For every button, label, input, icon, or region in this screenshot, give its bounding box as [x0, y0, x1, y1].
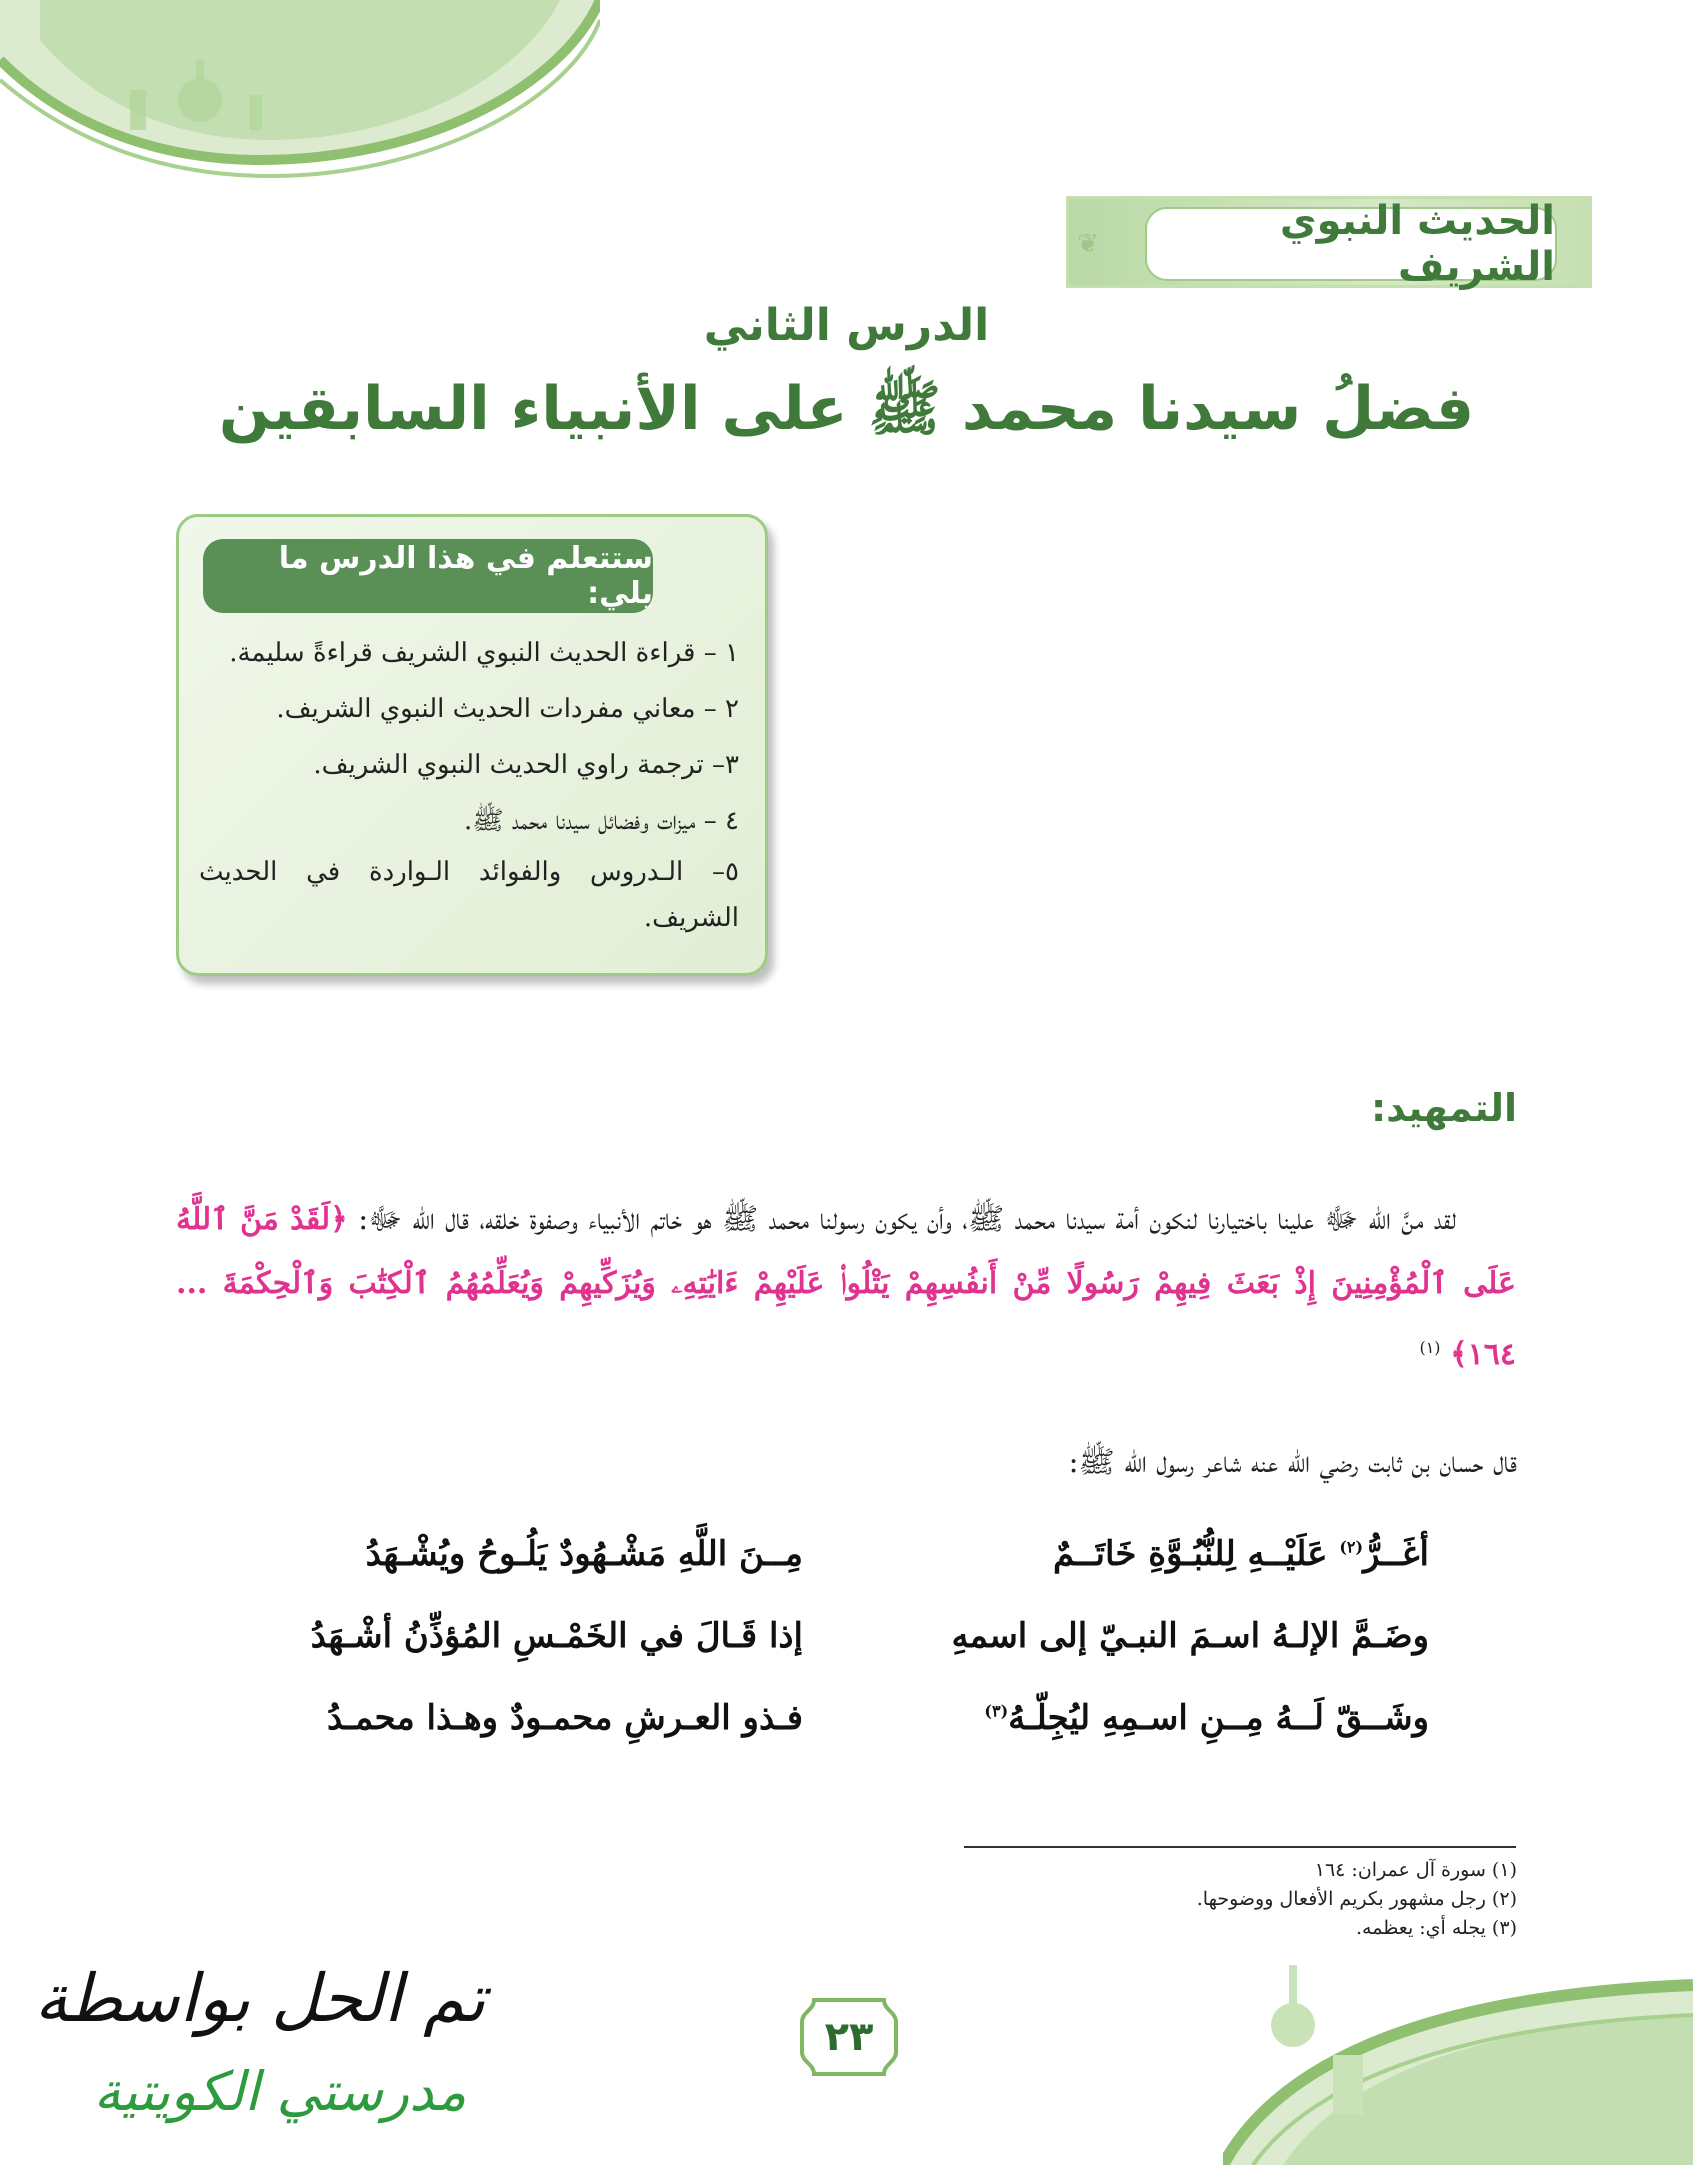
poem-hemistich-left: إذا قَـالَ في الخَمْـسِ المُؤذِّنُ أشْـهَدُ	[310, 1616, 803, 1656]
poem-text: أغَــرُّ	[1363, 1534, 1429, 1574]
stamp-line-2: مدرستي الكويتية	[93, 2060, 467, 2123]
handwritten-stamp	[30, 1960, 490, 2150]
objective-item: ٢ – معاني مفردات الحديث النبوي الشريف.	[276, 694, 739, 724]
decorative-bottom-arc	[1223, 1905, 1693, 2165]
footnote-ref: (١)	[1419, 1338, 1441, 1357]
page-number-badge	[800, 1998, 898, 2076]
footnote-divider	[964, 1846, 1516, 1848]
page-number: ٢٣	[824, 2014, 874, 2060]
footnote-ref: (٢)	[1339, 1537, 1364, 1557]
footnote-ref: (٣)	[984, 1701, 1009, 1721]
poem-text: وشَــقّ لَــهُ مِــنِ اسـمِهِ ليُجِلّـهُ	[1008, 1698, 1429, 1738]
objective-item: ٥– الـدروس والفوائد الـواردة في الحديث الشريف.	[199, 857, 739, 933]
objective-item: ٤ – ميزات وفضائل سيدنا محمد ﷺ.	[464, 806, 739, 836]
decorative-top-arc	[0, 0, 600, 180]
objective-item: ٣– ترجمة راوي الحديث النبوي الشريف.	[313, 750, 739, 780]
section-header-banner	[1066, 196, 1592, 288]
intro-heading: التمهيد:	[1370, 1086, 1517, 1130]
poem-hemistich-left: مِــنَ اللَّهِ مَشْـهُودٌ يَلُـوحُ ويُشْـهَدُ	[365, 1534, 803, 1574]
lesson-number: الدرس الثاني	[703, 300, 990, 351]
poem-hemistich-right	[984, 1698, 1429, 1738]
footnote: (١) سورة آل عمران: ١٦٤	[1314, 1859, 1517, 1881]
poem-hemistich-left: فـذو العـرشِ محمـودٌ وهـذا محمـدُ	[327, 1698, 803, 1738]
quran-verse: ﴿لَقَدْ مَنَّ ٱللَّهُ عَلَى ٱلْمُؤْمِنِينَ إِذْ بَعَثَ فِيهِمْ رَسُولًا مِّنْ أَنفُسِهِمْ يَتْلُوا۟ عَلَيْهِمْ ءَايَٰتِهِۦ وَيُزَكِّيهِمْ وَيُعَلِّمُهُمُ ٱلْكِتَٰبَ وَٱلْحِكْمَةَ ... ١٦٤﴾	[176, 1202, 1516, 1372]
section-title: الحديث النبوي الشريف	[1145, 207, 1557, 281]
intro-text: لقد منَّ الله ﷻ علينا باختيارنا لنكون أمة سيدنا محمد ﷺ، وأن يكون رسولنا محمد ﷺ هو خاتم الأنبياء وصفوة خلقه، قال الله ﷻ:	[347, 1202, 1457, 1237]
poem-hemistich-right: وضَـمَّ الإلـهُ اسـمَ النبـيّ إلى اسمهِ	[951, 1616, 1429, 1656]
poem-hemistich-right	[1053, 1534, 1429, 1574]
intro-paragraph	[176, 1188, 1516, 1387]
leaf-ornament-icon: ❦	[1077, 229, 1099, 259]
objective-item: ١ – قراءة الحديث النبوي الشريف قراءةً سليمة.	[229, 638, 739, 668]
footnote: (٣) يجله أي: يعظمه.	[1355, 1917, 1517, 1939]
footnotes	[1197, 1856, 1517, 1943]
footnote: (٢) رجل مشهور بكريم الأفعال ووضوحها.	[1196, 1888, 1517, 1910]
stamp-line-1: تم الحل بواسطة	[34, 1960, 486, 2037]
objectives-list	[199, 625, 739, 941]
poem-intro: قال حسان بن ثابت رضي الله عنه شاعر رسول الله ﷺ:	[1068, 1445, 1517, 1480]
objectives-box	[176, 514, 768, 976]
poem-text: عَلَيْــهِ لِلنُّبُـوَّةِ خَاتَــمٌ	[1053, 1534, 1340, 1574]
objectives-heading: ستتعلم في هذا الدرس ما يلي:	[203, 539, 653, 613]
lesson-title: فضلُ سيدنا محمد ﷺ على الأنبياء السابقين	[218, 374, 1475, 444]
